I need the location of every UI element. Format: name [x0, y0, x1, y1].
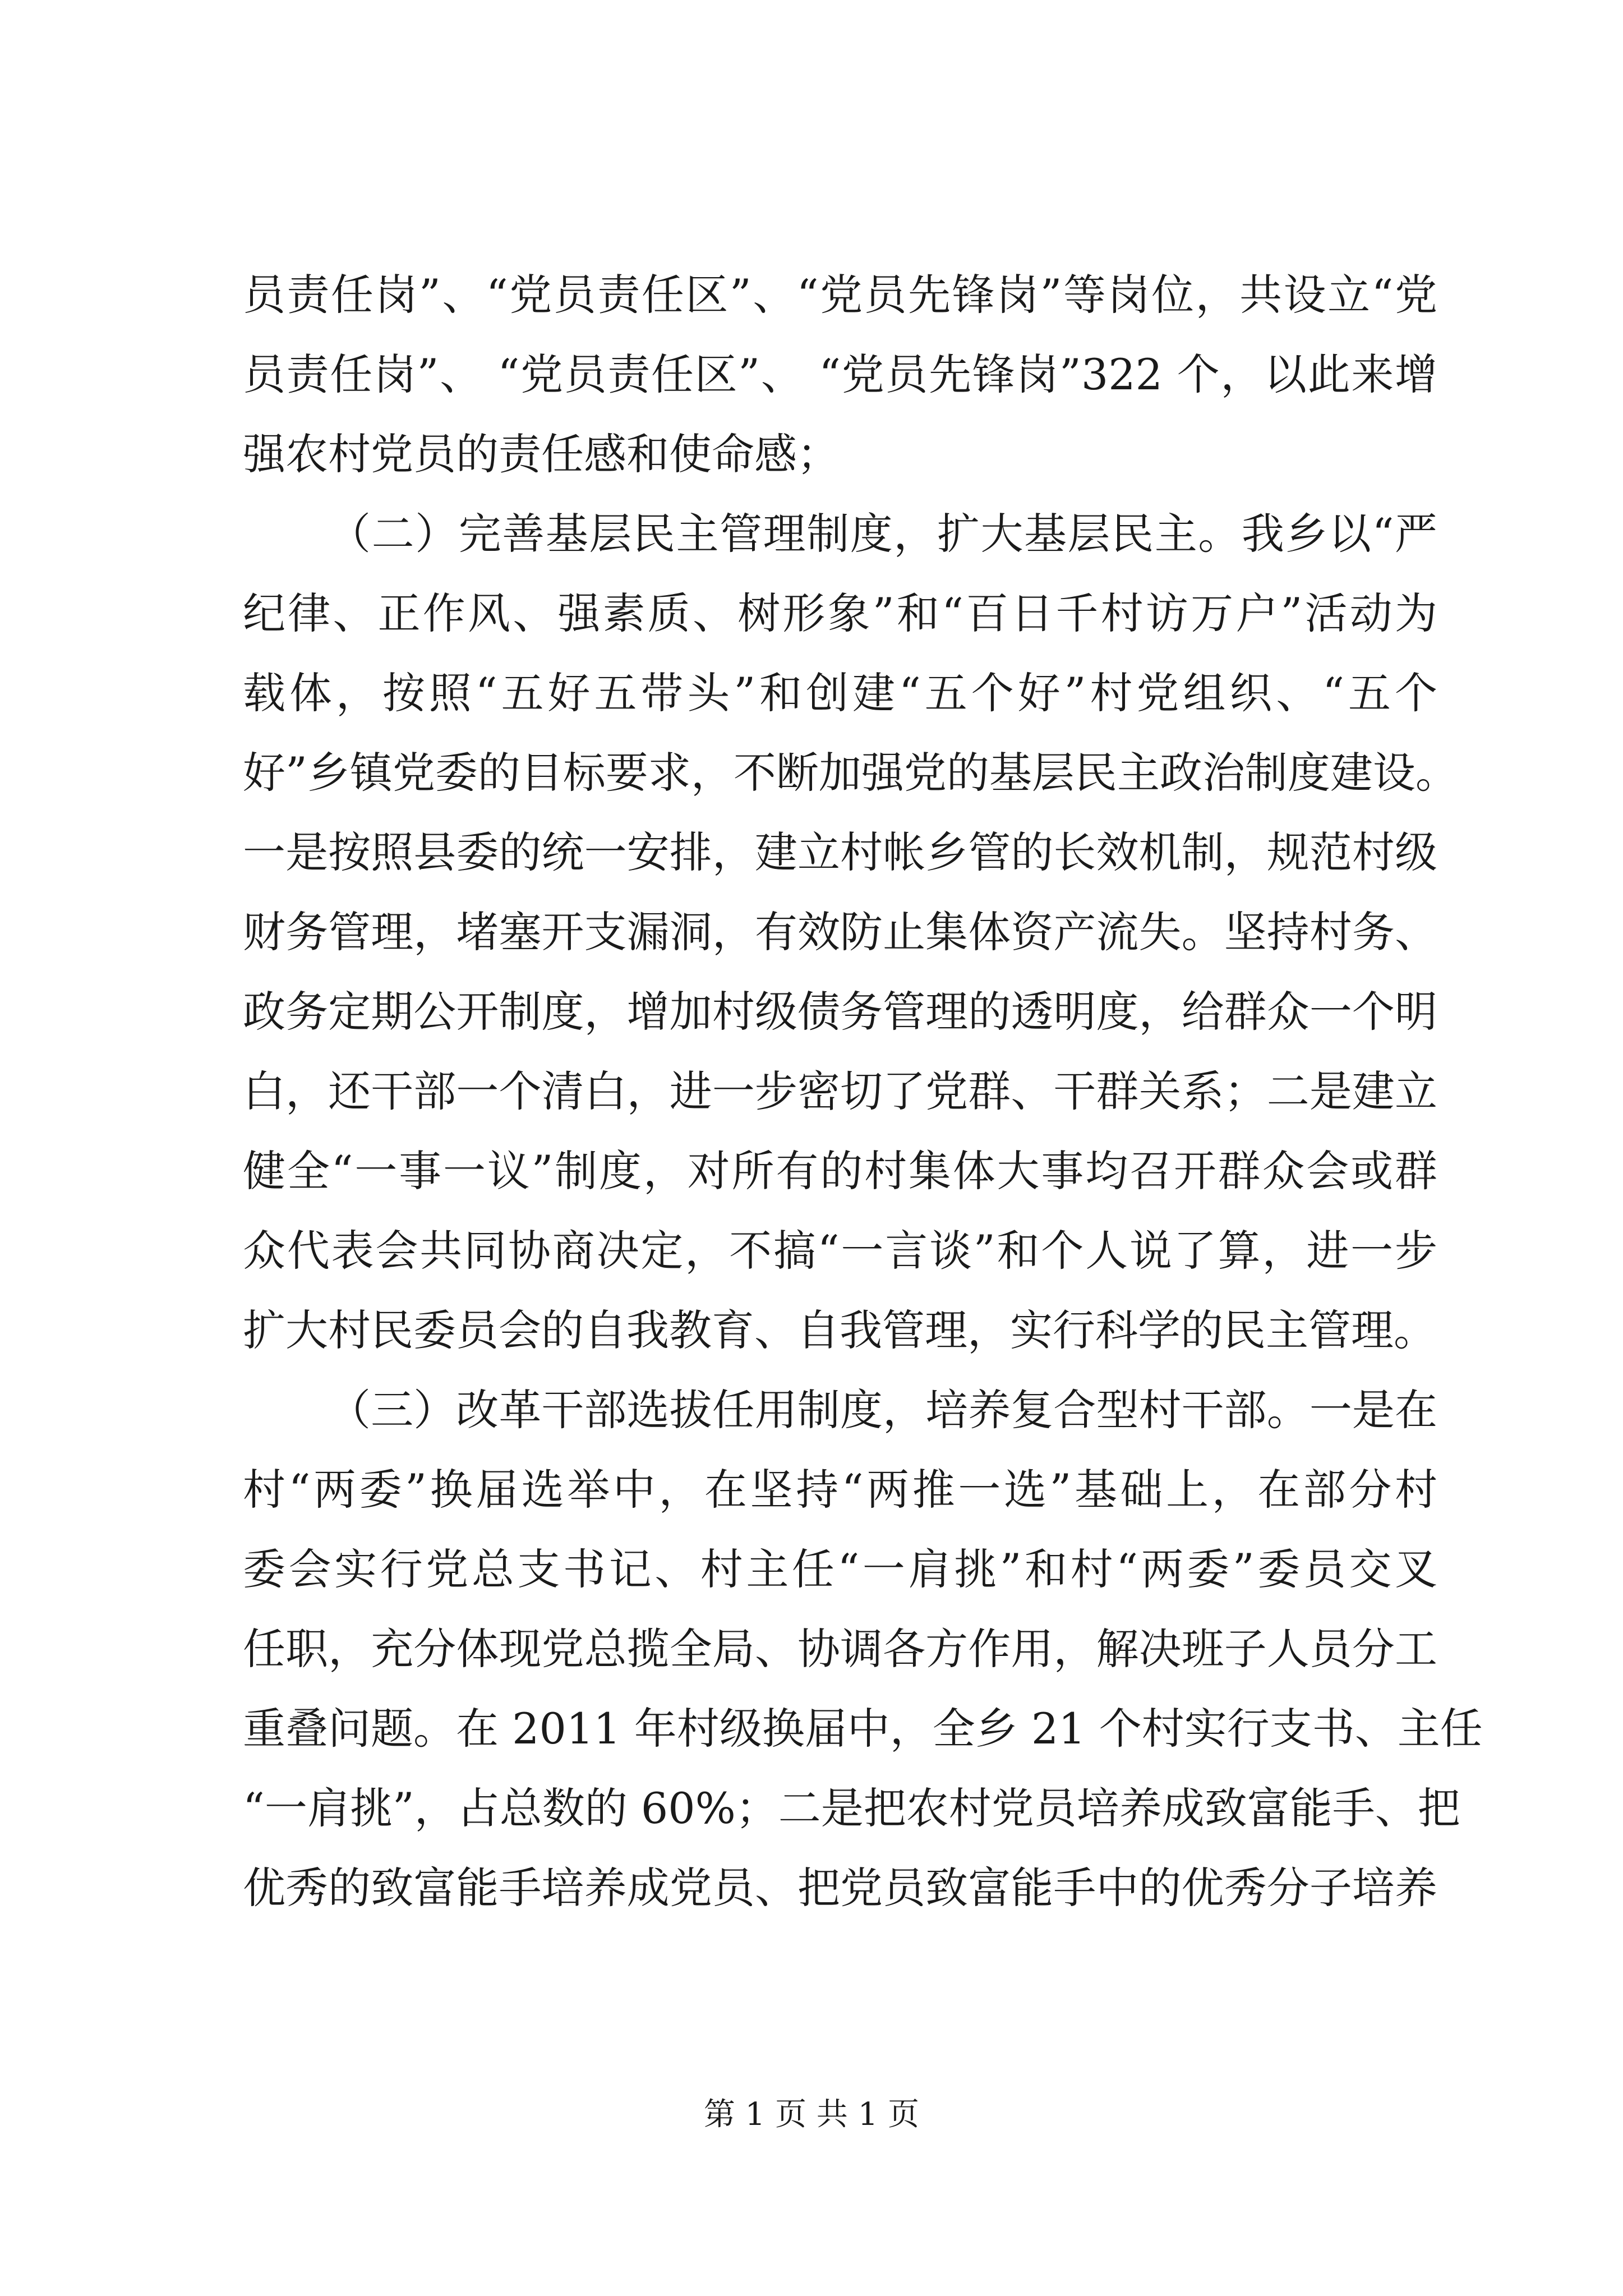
text-line: 财务管理，堵塞开支漏洞，有效防止集体资产流失。坚持村务、: [243, 907, 1437, 957]
text-line: 众代表会共同协商决定，不搞“一言谈”和个人说了算，进一步: [243, 1226, 1437, 1276]
text-line: 好”乡镇党委的目标要求，不断加强党的基层民主政治制度建设。: [243, 748, 1458, 798]
text-line: 纪律、正作风、强素质、树形象”和“百日千村访万户”活动为: [243, 588, 1437, 638]
text-line: “一肩挑”，占总数的 60%；二是把农村党员培养成致富能手、把: [243, 1783, 1460, 1833]
text-line: 村“两委”换届选举中，在坚持“两推一选”基础上，在部分村: [243, 1465, 1437, 1515]
text-line: 重叠问题。在 2011 年村级换届中，全乡 21 个村实行支书、主任: [243, 1704, 1483, 1754]
paragraph-heading-line: （二）完善基层民主管理制度，扩大基层民主。我乡以“严: [328, 509, 1437, 559]
text-line: 白，还干部一个清白，进一步密切了党群、干群关系；二是建立: [243, 1066, 1437, 1116]
text-line: 优秀的致富能手培养成党员、把党员致富能手中的优秀分子培养: [243, 1863, 1437, 1913]
text-line: 一是按照县委的统一安排，建立村帐乡管的长效机制，规范村级: [243, 827, 1437, 877]
text-line: 健全“一事一议”制度，对所有的村集体大事均召开群众会或群: [243, 1146, 1437, 1196]
text-line: 扩大村民委员会的自我教育、自我管理，实行科学的民主管理。: [243, 1305, 1436, 1355]
text-line: 委会实行党总支书记、村主任“一肩挑”和村“两委”委员交叉: [243, 1544, 1437, 1594]
text-line: 员责任岗”、 “党员责任区”、 “党员先锋岗”322 个，以此来增: [243, 349, 1437, 399]
text-line: 载体，按照“五好五带头”和创建“五个好”村党组织、“五个: [243, 668, 1437, 718]
page-footer: 第 1 页 共 1 页: [703, 2096, 920, 2133]
text-line: 员责任岗”、“党员责任区”、“党员先锋岗”等岗位，共设立“党: [243, 270, 1437, 320]
text-line: 强农村党员的责任感和使命感；: [243, 429, 840, 479]
text-line: 任职，充分体现党总揽全局、协调各方作用，解决班子人员分工: [243, 1624, 1437, 1674]
paragraph-heading-line: （三）改革干部选拔任用制度，培养复合型村干部。一是在: [328, 1385, 1437, 1435]
text-line: 政务定期公开制度，增加村级债务管理的透明度，给群众一个明: [243, 987, 1437, 1037]
body-text: [243, 255, 1483, 1928]
